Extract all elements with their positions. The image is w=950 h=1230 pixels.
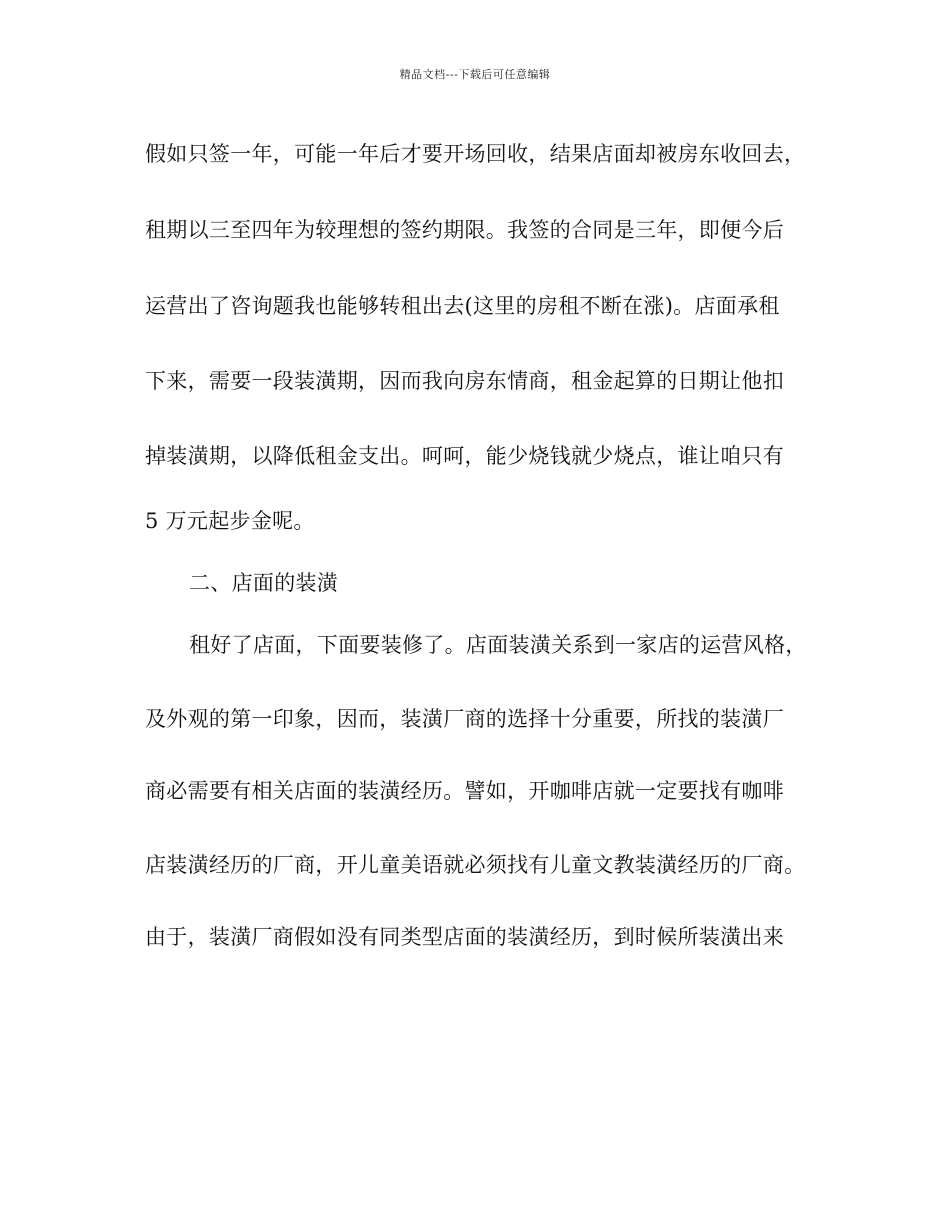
- paragraph-line-4: 下来，需要一段装潢期，因而我向房东情商，租金起算的日期让他扣: [145, 369, 784, 393]
- paragraph-line-3: 运营出了咨询题我也能够转租出去(这里的房租不断在涨)。店面承租: [145, 294, 780, 318]
- paragraph-line-2: 租期以三至四年为较理想的签约期限。我签的合同是三年，即便今后: [145, 218, 784, 242]
- section-heading: 二、店面的装潢: [189, 571, 339, 595]
- paragraph-line-5: 掉装潢期，以降低租金支出。呵呵，能少烧钱就少烧点，谁让咱只有: [145, 444, 784, 468]
- paragraph-line-6: 5 万元起步金呢。: [145, 509, 315, 533]
- paragraph-line-11: 由于，装潢厂商假如没有同类型店面的装潢经历，到时候所装潢出来: [145, 925, 784, 949]
- page-header: 精品文档---下载后可任意编辑: [399, 68, 551, 81]
- paragraph-line-7: 租好了店面，下面要装修了。店面装潢关系到一家店的运营风格，: [189, 633, 807, 657]
- paragraph-line-8: 及外观的第一印象，因而，装潢厂商的选择十分重要，所找的装潢厂: [145, 707, 784, 731]
- paragraph-line-10: 店装潢经历的厂商，开儿童美语就必须找有儿童文教装潢经历的厂商。: [145, 853, 806, 877]
- paragraph-line-1: 假如只签一年，可能一年后才要开场回收，结果店面却被房东收回去，: [145, 142, 806, 166]
- paragraph-line-9: 商必需要有相关店面的装潢经历。譬如，开咖啡店就一定要找有咖啡: [145, 779, 784, 803]
